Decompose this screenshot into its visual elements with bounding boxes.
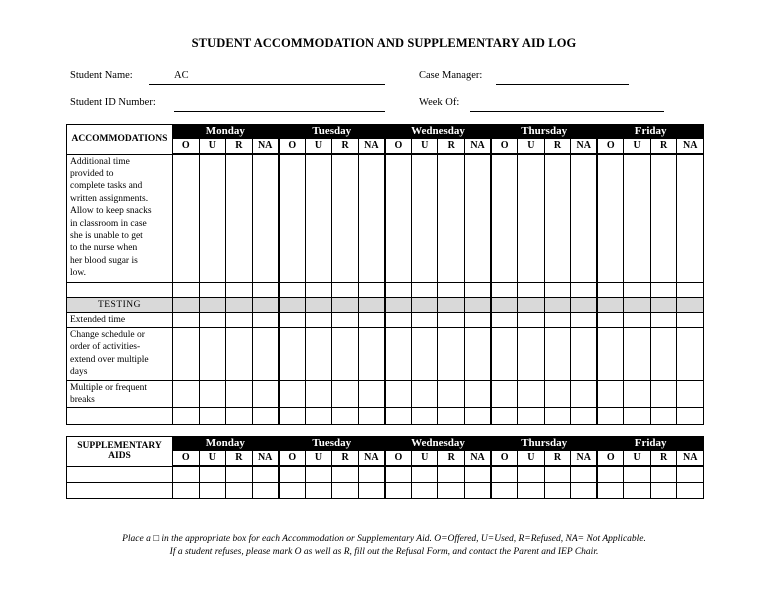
checkbox-cell-wednesday-na[interactable]: [465, 482, 492, 498]
checkbox-cell-tuesday-r[interactable]: [332, 312, 359, 327]
code-header-monday-u: U: [199, 451, 226, 467]
checkbox-cell-tuesday-o[interactable]: [279, 154, 306, 282]
checkbox-cell-wednesday-u[interactable]: [411, 312, 438, 327]
checkbox-cell-wednesday-o[interactable]: [385, 466, 412, 482]
day-header-thursday: Thursday: [491, 437, 597, 451]
checkbox-cell-wednesday-u[interactable]: [411, 297, 438, 312]
day-header-monday: Monday: [173, 125, 279, 139]
checkbox-cell-tuesday-na[interactable]: [358, 297, 385, 312]
checkbox-cell-wednesday-r[interactable]: [438, 466, 465, 482]
checkbox-cell-monday-r[interactable]: [226, 297, 253, 312]
checkbox-cell-thursday-r[interactable]: [544, 466, 571, 482]
checkbox-cell-tuesday-r[interactable]: [332, 482, 359, 498]
checkbox-cell-monday-o[interactable]: [173, 154, 200, 282]
checkbox-cell-monday-o[interactable]: [173, 482, 200, 498]
checkbox-cell-wednesday-na[interactable]: [465, 312, 492, 327]
checkbox-cell-wednesday-u[interactable]: [411, 466, 438, 482]
accommodation-row-change-schedule: [67, 327, 704, 380]
checkbox-cell-wednesday-r[interactable]: [438, 297, 465, 312]
checkbox-cell-wednesday-u[interactable]: [411, 154, 438, 282]
code-header-thursday-r: R: [544, 451, 571, 467]
code-header-wednesday-na: NA: [465, 451, 492, 467]
checkbox-cell-friday-na[interactable]: [677, 297, 704, 312]
day-header-friday: Friday: [597, 437, 703, 451]
checkbox-cell-tuesday-na[interactable]: [358, 312, 385, 327]
checkbox-cell-wednesday-o[interactable]: [385, 297, 412, 312]
checkbox-cell-friday-r[interactable]: [650, 482, 677, 498]
checkbox-cell-thursday-u[interactable]: [518, 482, 545, 498]
checkbox-cell-monday-na[interactable]: [252, 297, 279, 312]
checkbox-cell-monday-na[interactable]: [252, 312, 279, 327]
checkbox-cell-tuesday-o[interactable]: [279, 282, 306, 297]
checkbox-cell-thursday-o[interactable]: [491, 282, 518, 297]
checkbox-cell-wednesday-r[interactable]: [438, 482, 465, 498]
checkbox-cell-friday-r[interactable]: [650, 327, 677, 380]
checkbox-cell-thursday-r[interactable]: [544, 408, 571, 425]
checkbox-cell-wednesday-na[interactable]: [465, 466, 492, 482]
checkbox-cell-thursday-na[interactable]: [571, 312, 598, 327]
checkbox-cell-tuesday-u[interactable]: [305, 312, 332, 327]
checkbox-cell-thursday-na[interactable]: [571, 482, 598, 498]
checkbox-cell-friday-o[interactable]: [597, 482, 624, 498]
checkbox-cell-thursday-o[interactable]: [491, 297, 518, 312]
footer-refusal-note: If a student refuses, please mark O as well as R, fill out the Refusal Form, and contact the Parent and IEP Chair.: [169, 547, 599, 557]
checkbox-cell-monday-u[interactable]: [199, 466, 226, 482]
sup-desc-2: [67, 482, 173, 498]
checkbox-cell-friday-r[interactable]: [650, 282, 677, 297]
page-title: STUDENT ACCOMMODATION AND SUPPLEMENTARY AID LOG: [191, 36, 577, 50]
testing-label: TESTING: [67, 297, 173, 312]
checkbox-cell-friday-na[interactable]: [677, 482, 704, 498]
supplementary-aids-table: [66, 436, 704, 499]
sup-row-1: [67, 466, 704, 482]
checkbox-cell-tuesday-u[interactable]: [305, 297, 332, 312]
checkbox-cell-thursday-na[interactable]: [571, 154, 598, 282]
checkbox-cell-thursday-u[interactable]: [518, 154, 545, 282]
day-header-tuesday: Tuesday: [279, 125, 385, 139]
checkbox-cell-thursday-na[interactable]: [571, 408, 598, 425]
checkbox-cell-friday-u[interactable]: [624, 482, 651, 498]
checkbox-cell-friday-u[interactable]: [624, 466, 651, 482]
checkbox-cell-thursday-r[interactable]: [544, 154, 571, 282]
checkbox-cell-thursday-r[interactable]: [544, 327, 571, 380]
code-header-monday-r: R: [226, 451, 253, 467]
checkbox-cell-friday-o[interactable]: [597, 154, 624, 282]
code-header-monday-na: NA: [252, 451, 279, 467]
checkbox-cell-friday-u[interactable]: [624, 297, 651, 312]
checkbox-cell-tuesday-o[interactable]: [279, 297, 306, 312]
checkbox-cell-monday-u[interactable]: [199, 297, 226, 312]
checkbox-cell-thursday-r[interactable]: [544, 282, 571, 297]
day-header-friday: Friday: [597, 125, 703, 139]
checkbox-cell-thursday-o[interactable]: [491, 154, 518, 282]
checkbox-cell-tuesday-r[interactable]: [332, 380, 359, 408]
day-header-row: [67, 125, 704, 139]
checkbox-cell-wednesday-u[interactable]: [411, 282, 438, 297]
checkbox-cell-monday-u[interactable]: [199, 154, 226, 282]
student-name-value: AC: [174, 70, 189, 81]
code-header-thursday-u: U: [518, 139, 545, 155]
code-header-monday-na: NA: [252, 139, 279, 155]
checkbox-cell-monday-r[interactable]: [226, 408, 253, 425]
code-header-friday-r: R: [650, 451, 677, 467]
checkbox-cell-thursday-u[interactable]: [518, 380, 545, 408]
checkbox-cell-monday-o[interactable]: [173, 297, 200, 312]
checkbox-cell-wednesday-na[interactable]: [465, 327, 492, 380]
checkbox-cell-friday-r[interactable]: [650, 408, 677, 425]
checkbox-cell-monday-na[interactable]: [252, 282, 279, 297]
checkbox-cell-thursday-na[interactable]: [571, 327, 598, 380]
checkbox-cell-monday-o[interactable]: [173, 408, 200, 425]
code-header-thursday-na: NA: [571, 139, 598, 155]
case-manager-field: [419, 70, 482, 81]
checkbox-cell-thursday-u[interactable]: [518, 312, 545, 327]
checkbox-cell-wednesday-u[interactable]: [411, 380, 438, 408]
checkbox-cell-thursday-r[interactable]: [544, 482, 571, 498]
sup-day-header-row: [67, 437, 704, 451]
checkbox-cell-tuesday-r[interactable]: [332, 154, 359, 282]
checkbox-cell-thursday-o[interactable]: [491, 380, 518, 408]
code-header-thursday-o: O: [491, 451, 518, 467]
change-schedule-desc: Change schedule or order of activities- extend over multiple days: [67, 327, 173, 380]
empty-desc: [67, 282, 173, 297]
checkbox-cell-tuesday-u[interactable]: [305, 154, 332, 282]
day-header-monday: Monday: [173, 437, 279, 451]
checkbox-cell-wednesday-u[interactable]: [411, 482, 438, 498]
checkbox-cell-friday-u[interactable]: [624, 380, 651, 408]
checkbox-cell-tuesday-na[interactable]: [358, 154, 385, 282]
week-of-input[interactable]: [470, 97, 664, 112]
checkbox-cell-wednesday-o[interactable]: [385, 327, 412, 380]
checkbox-cell-monday-u[interactable]: [199, 312, 226, 327]
checkbox-cell-tuesday-r[interactable]: [332, 282, 359, 297]
checkbox-cell-friday-na[interactable]: [677, 380, 704, 408]
checkbox-cell-tuesday-r[interactable]: [332, 408, 359, 425]
code-header-wednesday-o: O: [385, 451, 412, 467]
checkbox-cell-wednesday-r[interactable]: [438, 327, 465, 380]
code-header-friday-u: U: [624, 139, 651, 155]
checkbox-cell-monday-na[interactable]: [252, 466, 279, 482]
checkbox-cell-tuesday-u[interactable]: [305, 380, 332, 408]
empty-row: [67, 282, 704, 297]
checkbox-cell-tuesday-o[interactable]: [279, 327, 306, 380]
checkbox-cell-wednesday-na[interactable]: [465, 380, 492, 408]
checkbox-cell-wednesday-r[interactable]: [438, 312, 465, 327]
checkbox-cell-thursday-na[interactable]: [571, 380, 598, 408]
checkbox-cell-monday-r[interactable]: [226, 327, 253, 380]
accommodations-header: ACCOMMODATIONS: [67, 125, 173, 155]
day-header-wednesday: Wednesday: [385, 437, 491, 451]
checkbox-cell-wednesday-o[interactable]: [385, 282, 412, 297]
checkbox-cell-friday-o[interactable]: [597, 466, 624, 482]
checkbox-cell-tuesday-na[interactable]: [358, 327, 385, 380]
checkbox-cell-monday-r[interactable]: [226, 282, 253, 297]
checkbox-cell-thursday-na[interactable]: [571, 466, 598, 482]
student-id-input[interactable]: [174, 97, 385, 112]
accommodation-row-breaks: [67, 380, 704, 408]
code-header-wednesday-na: NA: [465, 139, 492, 155]
checkbox-cell-friday-o[interactable]: [597, 408, 624, 425]
code-header-wednesday-r: R: [438, 139, 465, 155]
checkbox-cell-wednesday-o[interactable]: [385, 154, 412, 282]
code-header-wednesday-o: O: [385, 139, 412, 155]
checkbox-cell-tuesday-u[interactable]: [305, 482, 332, 498]
checkbox-cell-monday-o[interactable]: [173, 282, 200, 297]
checkbox-cell-friday-na[interactable]: [677, 154, 704, 282]
checkbox-cell-wednesday-na[interactable]: [465, 282, 492, 297]
case-manager-input[interactable]: [496, 70, 629, 85]
checkbox-cell-monday-na[interactable]: [252, 482, 279, 498]
checkbox-cell-friday-na[interactable]: [677, 408, 704, 425]
day-header-tuesday: Tuesday: [279, 437, 385, 451]
code-header-wednesday-u: U: [411, 139, 438, 155]
checkbox-cell-tuesday-na[interactable]: [358, 466, 385, 482]
sup-desc-1: [67, 466, 173, 482]
code-header-thursday-o: O: [491, 139, 518, 155]
empty-desc-bottom: [67, 408, 173, 425]
checkbox-cell-tuesday-o[interactable]: [279, 466, 306, 482]
code-header-friday-u: U: [624, 451, 651, 467]
checkbox-cell-monday-na[interactable]: [252, 154, 279, 282]
checkbox-cell-thursday-u[interactable]: [518, 466, 545, 482]
checkbox-cell-wednesday-o[interactable]: [385, 380, 412, 408]
checkbox-cell-monday-r[interactable]: [226, 154, 253, 282]
week-of-label: Week Of:: [419, 97, 460, 108]
checkbox-cell-thursday-na[interactable]: [571, 282, 598, 297]
footer-instructions: Place a □ in the appropriate box for each Accommodation or Supplementary Aid. O=Offered, U=Used, R=Refused, NA= Not Applicable.: [122, 534, 646, 544]
checkbox-cell-friday-r[interactable]: [650, 154, 677, 282]
checkbox-cell-tuesday-u[interactable]: [305, 408, 332, 425]
code-header-tuesday-na: NA: [358, 451, 385, 467]
checkbox-cell-friday-o[interactable]: [597, 282, 624, 297]
checkbox-cell-friday-u[interactable]: [624, 408, 651, 425]
checkbox-cell-wednesday-r[interactable]: [438, 380, 465, 408]
checkbox-cell-monday-o[interactable]: [173, 312, 200, 327]
checkbox-cell-monday-u[interactable]: [199, 408, 226, 425]
checkbox-cell-wednesday-na[interactable]: [465, 297, 492, 312]
checkbox-cell-wednesday-r[interactable]: [438, 408, 465, 425]
code-header-thursday-r: R: [544, 139, 571, 155]
code-header-tuesday-u: U: [305, 139, 332, 155]
additional-time-desc: Additional time provided to complete tasks and written assignments. Allow to keep snacks in classroom in case she is unable to get to the nurse when her blood sugar is low.: [67, 154, 173, 282]
code-header-friday-o: O: [597, 139, 624, 155]
checkbox-cell-monday-u[interactable]: [199, 282, 226, 297]
sup-row-2: [67, 482, 704, 498]
checkbox-cell-tuesday-na[interactable]: [358, 282, 385, 297]
code-header-thursday-na: NA: [571, 451, 598, 467]
checkbox-cell-friday-r[interactable]: [650, 380, 677, 408]
checkbox-cell-friday-o[interactable]: [597, 380, 624, 408]
checkbox-cell-friday-r[interactable]: [650, 466, 677, 482]
student-id-field: [70, 97, 156, 108]
checkbox-cell-wednesday-u[interactable]: [411, 327, 438, 380]
checkbox-cell-thursday-u[interactable]: [518, 408, 545, 425]
checkbox-cell-tuesday-o[interactable]: [279, 312, 306, 327]
code-header-tuesday-na: NA: [358, 139, 385, 155]
checkbox-cell-thursday-r[interactable]: [544, 297, 571, 312]
day-header-thursday: Thursday: [491, 125, 597, 139]
checkbox-cell-friday-u[interactable]: [624, 327, 651, 380]
checkbox-cell-thursday-o[interactable]: [491, 312, 518, 327]
checkbox-cell-monday-o[interactable]: [173, 327, 200, 380]
checkbox-cell-wednesday-o[interactable]: [385, 312, 412, 327]
code-header-monday-o: O: [173, 139, 200, 155]
code-header-tuesday-r: R: [332, 139, 359, 155]
checkbox-cell-wednesday-o[interactable]: [385, 482, 412, 498]
checkbox-cell-monday-u[interactable]: [199, 327, 226, 380]
testing-row: [67, 297, 704, 312]
checkbox-cell-monday-r[interactable]: [226, 380, 253, 408]
checkbox-cell-friday-r[interactable]: [650, 312, 677, 327]
week-of-field: [419, 97, 459, 108]
code-header-wednesday-r: R: [438, 451, 465, 467]
code-header-wednesday-u: U: [411, 451, 438, 467]
code-header-friday-na: NA: [677, 139, 704, 155]
checkbox-cell-thursday-u[interactable]: [518, 327, 545, 380]
checkbox-cell-tuesday-u[interactable]: [305, 282, 332, 297]
checkbox-cell-thursday-u[interactable]: [518, 282, 545, 297]
checkbox-cell-monday-o[interactable]: [173, 380, 200, 408]
code-header-tuesday-o: O: [279, 139, 306, 155]
checkbox-cell-tuesday-u[interactable]: [305, 466, 332, 482]
checkbox-cell-friday-r[interactable]: [650, 297, 677, 312]
code-header-tuesday-u: U: [305, 451, 332, 467]
code-header-tuesday-o: O: [279, 451, 306, 467]
day-header-wednesday: Wednesday: [385, 125, 491, 139]
checkbox-cell-friday-na[interactable]: [677, 312, 704, 327]
empty-row-bottom: [67, 408, 704, 425]
accommodations-table: [66, 124, 704, 425]
checkbox-cell-thursday-r[interactable]: [544, 380, 571, 408]
checkbox-cell-friday-o[interactable]: [597, 297, 624, 312]
checkbox-cell-thursday-r[interactable]: [544, 312, 571, 327]
checkbox-cell-monday-r[interactable]: [226, 466, 253, 482]
student-id-label: Student ID Number:: [70, 97, 156, 108]
checkbox-cell-tuesday-r[interactable]: [332, 466, 359, 482]
checkbox-cell-thursday-o[interactable]: [491, 482, 518, 498]
checkbox-cell-thursday-o[interactable]: [491, 466, 518, 482]
checkbox-cell-friday-na[interactable]: [677, 327, 704, 380]
code-header-monday-u: U: [199, 139, 226, 155]
checkbox-cell-friday-u[interactable]: [624, 282, 651, 297]
checkbox-cell-thursday-na[interactable]: [571, 297, 598, 312]
checkbox-cell-monday-na[interactable]: [252, 327, 279, 380]
checkbox-cell-tuesday-u[interactable]: [305, 327, 332, 380]
checkbox-cell-monday-o[interactable]: [173, 466, 200, 482]
checkbox-cell-monday-u[interactable]: [199, 482, 226, 498]
student-name-input[interactable]: [149, 70, 385, 85]
accommodation-row-additional-time: [67, 154, 704, 282]
checkbox-cell-wednesday-na[interactable]: [465, 154, 492, 282]
checkbox-cell-tuesday-na[interactable]: [358, 482, 385, 498]
checkbox-cell-monday-r[interactable]: [226, 312, 253, 327]
checkbox-cell-thursday-u[interactable]: [518, 297, 545, 312]
checkbox-cell-friday-o[interactable]: [597, 327, 624, 380]
checkbox-cell-tuesday-na[interactable]: [358, 408, 385, 425]
checkbox-cell-tuesday-o[interactable]: [279, 380, 306, 408]
checkbox-cell-friday-u[interactable]: [624, 312, 651, 327]
checkbox-cell-monday-na[interactable]: [252, 380, 279, 408]
checkbox-cell-tuesday-o[interactable]: [279, 482, 306, 498]
checkbox-cell-friday-u[interactable]: [624, 154, 651, 282]
case-manager-label: Case Manager:: [419, 70, 483, 81]
supplementary-aids-header: SUPPLEMENTARY AIDS: [67, 437, 173, 467]
checkbox-cell-monday-r[interactable]: [226, 482, 253, 498]
student-name-field: [70, 70, 133, 81]
checkbox-cell-monday-u[interactable]: [199, 380, 226, 408]
extended-time-desc: Extended time: [67, 312, 173, 327]
checkbox-cell-tuesday-r[interactable]: [332, 327, 359, 380]
checkbox-cell-wednesday-r[interactable]: [438, 154, 465, 282]
breaks-desc: Multiple or frequent breaks: [67, 380, 173, 408]
checkbox-cell-tuesday-o[interactable]: [279, 408, 306, 425]
code-header-monday-o: O: [173, 451, 200, 467]
accommodation-row-extended-time: [67, 312, 704, 327]
checkbox-cell-monday-na[interactable]: [252, 408, 279, 425]
code-header-monday-r: R: [226, 139, 253, 155]
code-header-tuesday-r: R: [332, 451, 359, 467]
checkbox-cell-friday-o[interactable]: [597, 312, 624, 327]
code-header-friday-r: R: [650, 139, 677, 155]
checkbox-cell-thursday-o[interactable]: [491, 408, 518, 425]
checkbox-cell-wednesday-o[interactable]: [385, 408, 412, 425]
checkbox-cell-tuesday-na[interactable]: [358, 380, 385, 408]
code-header-thursday-u: U: [518, 451, 545, 467]
code-header-friday-na: NA: [677, 451, 704, 467]
checkbox-cell-wednesday-u[interactable]: [411, 408, 438, 425]
checkbox-cell-wednesday-r[interactable]: [438, 282, 465, 297]
checkbox-cell-thursday-o[interactable]: [491, 327, 518, 380]
checkbox-cell-friday-na[interactable]: [677, 282, 704, 297]
checkbox-cell-tuesday-r[interactable]: [332, 297, 359, 312]
checkbox-cell-wednesday-na[interactable]: [465, 408, 492, 425]
checkbox-cell-friday-na[interactable]: [677, 466, 704, 482]
code-header-friday-o: O: [597, 451, 624, 467]
student-name-label: Student Name:: [70, 70, 133, 81]
